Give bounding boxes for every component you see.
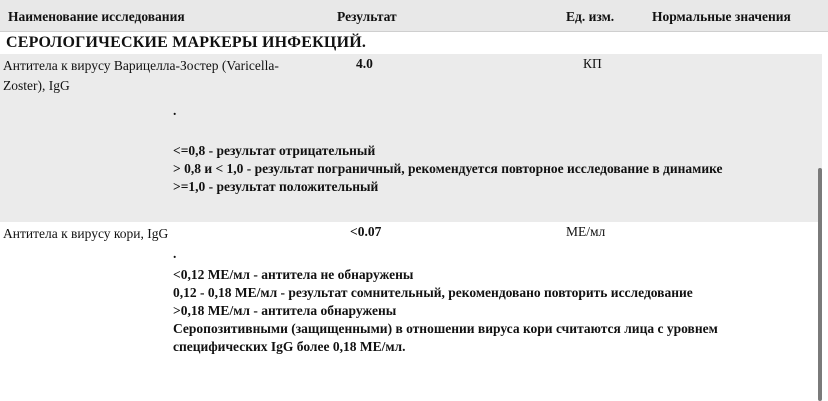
- test-result: 4.0: [356, 56, 373, 71]
- note-line: Серопозитивными (защищенными) в отношении вируса кори считаются лица с уровнем специфических IgG более 0,18 МЕ/мл.: [173, 321, 718, 354]
- header-unit: Ед. изм.: [566, 9, 615, 24]
- vertical-scrollbar[interactable]: [818, 168, 822, 401]
- test-unit: МЕ/мл: [566, 224, 606, 239]
- test-unit: КП: [583, 56, 602, 71]
- note-line: 0,12 - 0,18 МЕ/мл - результат сомнительный, рекомендовано повторить исследование: [173, 285, 693, 300]
- reference-notes: [173, 266, 813, 356]
- test-row-measles: [0, 222, 822, 401]
- note-line: <=0,8 - результат отрицательный: [173, 143, 376, 158]
- header-norm: Нормальные значения: [652, 9, 791, 24]
- section-title: СЕРОЛОГИЧЕСКИЕ МАРКЕРЫ ИНФЕКЦИЙ.: [6, 34, 367, 51]
- separator-dot: .: [173, 246, 177, 261]
- test-name: Антитела к вирусу Варицелла-Зостер (Varicella-Zoster), IgG: [3, 58, 279, 93]
- header-name: Наименование исследования: [8, 9, 185, 24]
- note-line: <0,12 МЕ/мл - антитела не обнаружены: [173, 267, 414, 282]
- separator-dot: .: [173, 103, 177, 118]
- test-row-varicella: [0, 54, 822, 222]
- test-name: Антитела к вирусу кори, IgG: [3, 226, 169, 241]
- note-line: > 0,8 и < 1,0 - результат пограничный, рекомендуется повторное исследование в динамике: [173, 161, 723, 176]
- note-line: >0,18 МЕ/мл - антитела обнаружены: [173, 303, 397, 318]
- header-result: Результат: [337, 9, 397, 24]
- reference-notes: [173, 142, 798, 196]
- table-header: [0, 0, 828, 32]
- test-result: <0.07: [350, 224, 382, 239]
- note-line: >=1,0 - результат положительный: [173, 179, 379, 194]
